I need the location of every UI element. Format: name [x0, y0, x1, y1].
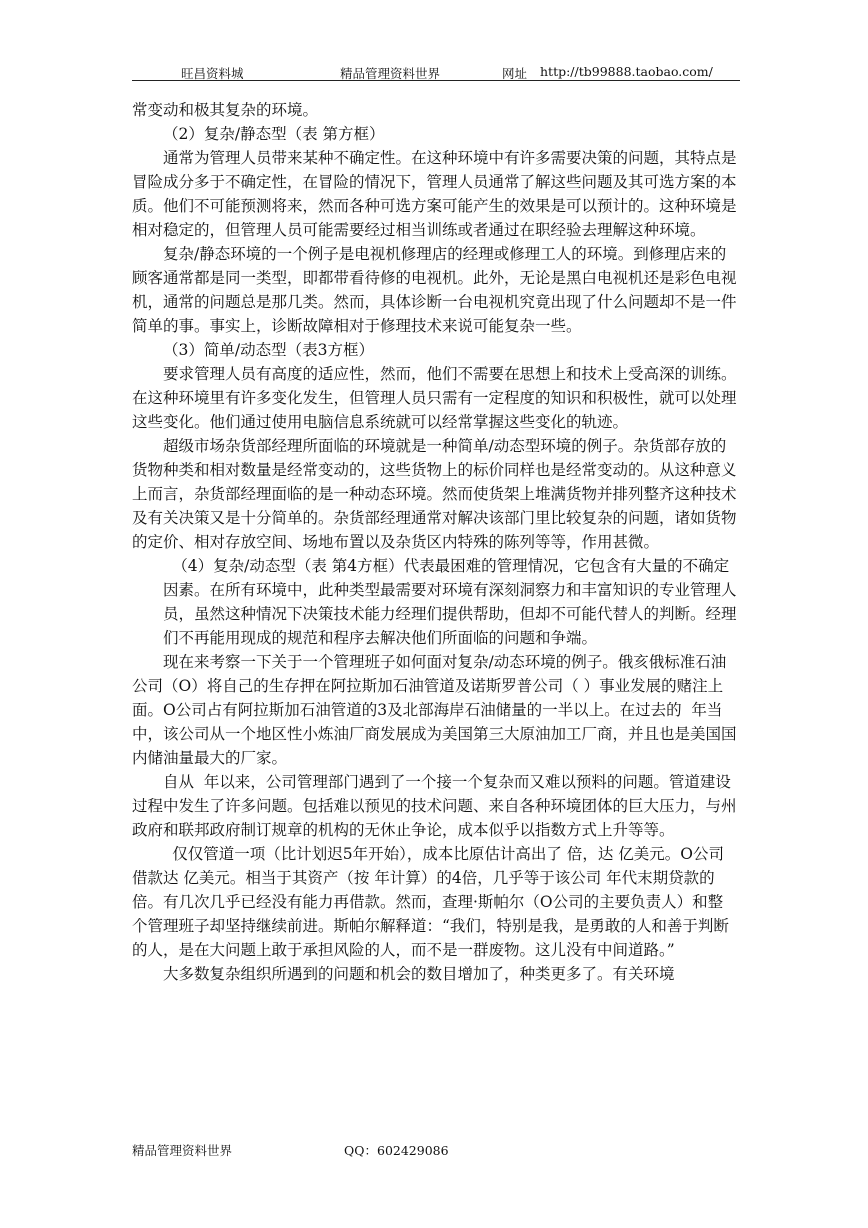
- page-header: [132, 56, 740, 81]
- paragraph: 大多数复杂组织所遇到的问题和机会的数目增加了，种类更多了。有关环境: [163, 965, 675, 983]
- header-brand: 精品管理资料世界: [340, 66, 441, 81]
- paragraph: 复杂/静态环境的一个例子是电视机修理店的经理或修理工人的环境。到修理店来的顾客通常都是同一类型，即都带看待修的电视机。此外，无论是黑白电视机还是彩色电视机，通常的问题总是那几类。然而，具体诊断一台电视机究竟出现了什么问题却不是一件简单的事。事实上，诊断故障相对于修理技术来说可能复杂一些。: [132, 245, 737, 335]
- paragraph: 仅仅管道一项（比计划迟5年开始），成本比原估计高出了 倍，达 亿美元。O公司借款达 亿美元。相当于其资产（按 年计算）的4倍，几乎等于该公司 年代末期贷款的 倍。有几次几乎已经没有能力再借款。然而，查理·斯帕尔（O公司的主要负责人）和整个管理班子却坚持继续前进。斯帕尔解释道：“我们，特别是我，是勇敢的人和善于判断的人，是在大问题上敢于承担风险的人，而不是一群废物。这儿没有中间道路。”: [132, 845, 729, 959]
- section-heading-complex-static: （2）复杂/静态型（表 第方框）: [163, 125, 385, 143]
- paragraph: 超级市场杂货部经理所面临的环境就是一种简单/动态型环境的例子。杂货部存放的货物种类和相对数量是经常变动的，这些货物上的标价同样也是经常变动的。从这种意义上而言，杂货部经理面临的是一种动态环境。然而使货架上堆满货物并排列整齐这种技术及有关决策又是十分简单的。杂货部经理通常对解决该部门里比较复杂的问题，诸如货物的定价、相对存放空间、场地布置以及杂货区内特殊的陈列等等，作用甚微。: [132, 437, 737, 551]
- document-body: [132, 98, 738, 986]
- paragraph: 现在来考察一下关于一个管理班子如何面对复杂/动态环境的例子。俄亥俄标准石油公司（O）将自己的生存押在阿拉斯加石油管道及诺斯罗普公司（ ）事业发展的赌注上面。O公司占有阿拉斯加石油管道的3及北部海岸石油储量的一半以上。在过去的 年当中，该公司从一个地区性小炼油厂商发展成为美国第三大原油加工厂商，并且也是美国国内储油量最大的厂家。: [132, 653, 737, 767]
- paragraph: 通常为管理人员带来某种不确定性。在这种环境中有许多需要决策的问题，其特点是冒险成分多于不确定性，在冒险的情况下，管理人员通常了解这些问题及其可选方案的本质。他们不可能预测将来，然而各种可选方案可能产生的效果是可以预计的。这种环境是相对稳定的，但管理人员可能需要经过相当训练或者通过在职经验去理解这种环境。: [132, 149, 737, 239]
- header-site-name: 旺昌资料城: [181, 66, 244, 81]
- footer-brand: 精品管理资料世界: [132, 1143, 233, 1158]
- footer-qq: QQ：602429086: [344, 1143, 449, 1158]
- paragraph: 自从 年以来，公司管理部门遇到了一个接一个复杂而又难以预料的问题。管道建设过程中发生了许多问题。包括难以预见的技术问题、来自各种环境团体的巨大压力，与州政府和联邦政府制订规章的机构的无休止争论，成本似乎以指数方式上升等等。: [132, 773, 737, 839]
- paragraph-continuation: 常变动和极其复杂的环境。: [132, 101, 319, 119]
- section-heading-complex-dynamic: （4）复杂/动态型（表 第4方框）代表最困难的管理情况，它包含有大量的不确定因素。在所有环境中，此种类型最需要对环境有深刻洞察力和丰富知识的专业管理人员，虽然这种情况下决策技术能力经理们提供帮助，但却不可能代替人的判断。经理们不再能用现成的规范和程序去解决他们所面临的问题和争端。: [163, 557, 737, 647]
- section-heading-simple-dynamic: （3）简单/动态型（表3方框）: [163, 341, 374, 359]
- paragraph: 要求管理人员有高度的适应性，然而，他们不需要在思想上和技术上受高深的训练。在这种环境里有许多变化发生，但管理人员只需有一定程度的知识和积极性，就可以处理这些变化。他们通过使用电脑信息系统就可以经常掌握这些变化的轨迹。: [132, 365, 737, 431]
- header-url-label: 网址: [502, 66, 528, 81]
- header-url: http://tb99888.taobao.com/: [540, 64, 713, 79]
